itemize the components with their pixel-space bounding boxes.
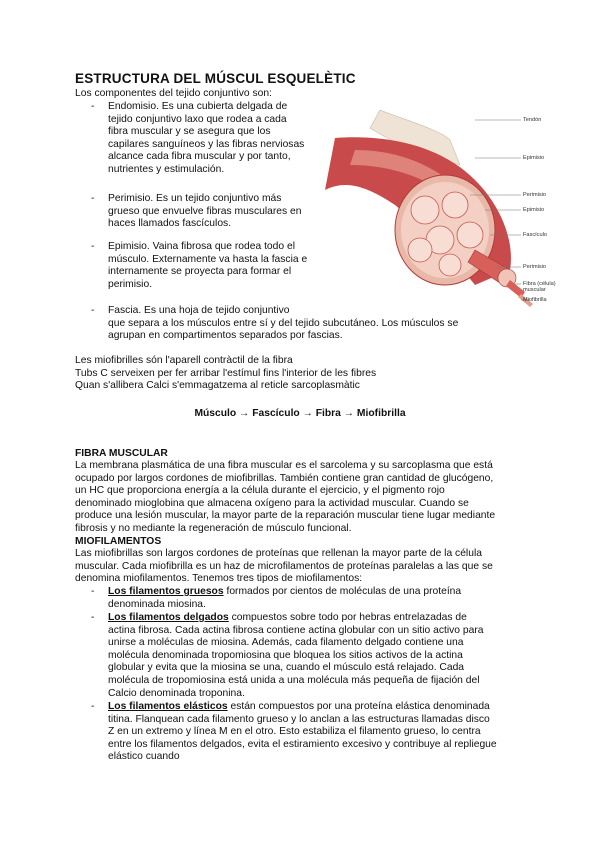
bullet-dash: - — [91, 241, 95, 252]
text-line: nutrientes y estimulación. — [108, 163, 225, 175]
term-elasticos: Los filamentos elásticos — [108, 701, 228, 712]
text-line: Z en un extremo y línea M en el otro. Esto estabiliza el filamento grueso, lo centra — [108, 726, 481, 738]
diagram-label-fasciculo: Fascículo — [523, 232, 547, 238]
text-line: Las miofibrillas son largos cordones de proteínas que rellenan la mayor parte de la célula — [75, 548, 482, 559]
bullet-dash: - — [91, 612, 95, 623]
text-line: internamente se proyecta para formar el — [108, 266, 292, 278]
fascicle — [442, 192, 468, 218]
text-line: produce una lesión muscular, la mayor parte de la reparación muscular tiene lugar mediante — [75, 510, 496, 522]
text-line: perimisio. — [108, 278, 153, 290]
text-line: grueso que envuelve fibras musculares en — [108, 205, 302, 217]
fascicle — [439, 254, 461, 276]
note-line: Les miofibrilles són l'aparell contràctil de la fibra — [75, 355, 293, 366]
bullet-dash: - — [91, 101, 95, 112]
text-line: un HC que proporciona energía a la célula durante el ejercicio, y el pigmento rojo — [75, 485, 445, 497]
text-line: Perimisio. Es un tejido conjuntivo más — [108, 193, 282, 204]
diagram-label-epimisio: Epimisio — [523, 155, 545, 161]
diagram-label-epimisio-2: Epimisio — [523, 207, 545, 213]
text-line: molécula denominada tropomiosina que bloquea los sitios activos de la actina — [108, 649, 463, 661]
text-line: denominado mioglobina que almacena oxígeno para la actividad muscular. Cuando se — [75, 497, 469, 509]
text-line: haces llamados fascículos. — [108, 218, 232, 230]
bullet-dash: - — [91, 193, 95, 204]
bullet-epimisio — [108, 241, 307, 291]
text-line: formados por cientos de moléculas de una proteína — [223, 586, 462, 597]
diagram-label-perimisio-2: Perimisio — [523, 264, 547, 270]
text-line: tejido conjuntivo laxo que rodea a cada — [108, 113, 287, 125]
text-line: capilares sanguíneos y las fibras nerviosas — [108, 138, 305, 150]
text-line: molécula de tropomiosina está unida a una molécula más pequeña de fijación del — [108, 674, 480, 686]
text-line: Epimisio. Vaina fibrosa que rodea todo el — [108, 241, 295, 252]
item-filamentos-gruesos — [108, 586, 461, 611]
text-line: denomina miofilamentos. Tenemos tres tipos de miofilamentos: — [75, 573, 363, 585]
text-line: fibra muscular y se asegura que los — [108, 126, 271, 138]
diagram-label-tendon: Tendón — [523, 117, 542, 123]
text-line: que separa a los músculos entre sí y del tejido subcutáneo. Los músculos se — [108, 317, 459, 329]
intro-text: Los componentes del tejido conjuntivo son: — [75, 88, 272, 99]
term-gruesos: Los filamentos gruesos — [108, 586, 224, 597]
diagram-label-perimisio: Perimisio — [523, 192, 547, 198]
bullet-dash: - — [91, 586, 95, 597]
item-filamentos-elasticos — [108, 701, 497, 764]
fascicle — [411, 196, 439, 224]
term-delgados: Los filamentos delgados — [108, 612, 229, 623]
bullet-endomisio — [108, 101, 304, 177]
page-title: ESTRUCTURA DEL MÚSCUL ESQUELÈTIC — [75, 71, 356, 86]
miof-paragraph — [75, 548, 493, 586]
item-filamentos-delgados — [108, 612, 484, 700]
notes-block — [75, 355, 376, 393]
section-heading-fibra: FIBRA MUSCULAR — [75, 448, 168, 459]
bullet-fascia — [108, 305, 458, 343]
text-line: fibrosis y no mediante la regeneración de músculo funcional. — [75, 522, 352, 534]
fascicle — [457, 222, 483, 248]
text-line: globular y evita que la miosina se una, cuando el músculo está relajado. Cada — [108, 662, 465, 674]
note-line: Tubs C serveixen per fer arribar l'estímul fins l'interior de les fibres — [75, 367, 377, 379]
bullet-perimisio — [108, 193, 301, 231]
fibra-paragraph — [75, 460, 495, 536]
text-line: titina. Flanquean cada filamento grueso y lo anclan a las estructuras llamadas disco — [108, 713, 490, 725]
text-line: compuestos sobre todo por hebras entrelazadas de — [228, 612, 467, 623]
text-line: Calcio denominada troponina. — [108, 687, 245, 699]
diagram-label-fibra: Fibra (célula) muscular — [523, 281, 556, 293]
text-line: La membrana plasmática de una fibra muscular es el sarcolema y su sarcoplasma que está — [75, 460, 493, 471]
text-line: unirse a moléculas de miosina. Además, cada filamento delgado contiene una — [108, 637, 464, 649]
text-line: denominada miosina. — [108, 598, 206, 610]
bullet-dash: - — [91, 305, 95, 316]
text-line: elástico cuando — [108, 751, 180, 763]
text-line: ocupado por largos cordones de miofibrillas. También contiene gran cantidad de glucógeno, — [75, 472, 494, 484]
text-line: agrupan en compartimentos separados por fascias. — [108, 330, 343, 342]
hierarchy-line: Músculo → Fascículo → Fibra → Miofibrilla — [194, 408, 406, 419]
text-line: actina fibrosa. Cada actina fibrosa contiene actina globular con un sitio activo para — [108, 624, 484, 636]
diagram-label-miofibrilla: Miofibrilla — [523, 297, 547, 303]
fascicle — [408, 238, 432, 262]
text-line: muscular. Cada miofibrilla es un haz de microfilamentos de proteínas paralelas a las que se — [75, 560, 493, 572]
bullet-dash: - — [91, 701, 95, 712]
text-line: músculo. Externamente va hasta la fascia e — [108, 253, 308, 265]
section-heading-miofilamentos: MIOFILAMENTOS — [75, 536, 162, 547]
text-line: entre los filamentos delgados, evita el estiramiento excesivo y contribuye al repliegue — [108, 738, 497, 750]
note-line: Quan s'allibera Calci s'emmagatzema al reticle sarcoplasmàtic — [75, 380, 360, 392]
text-line: alcance cada fibra muscular y por tanto, — [108, 151, 291, 163]
text-line: están compuestos por una proteína elástica denominada — [227, 701, 490, 712]
text-line: Endomisio. Es una cubierta delgada de — [108, 101, 288, 112]
text-line: Fascia. Es una hoja de tejido conjuntivo — [108, 305, 290, 316]
